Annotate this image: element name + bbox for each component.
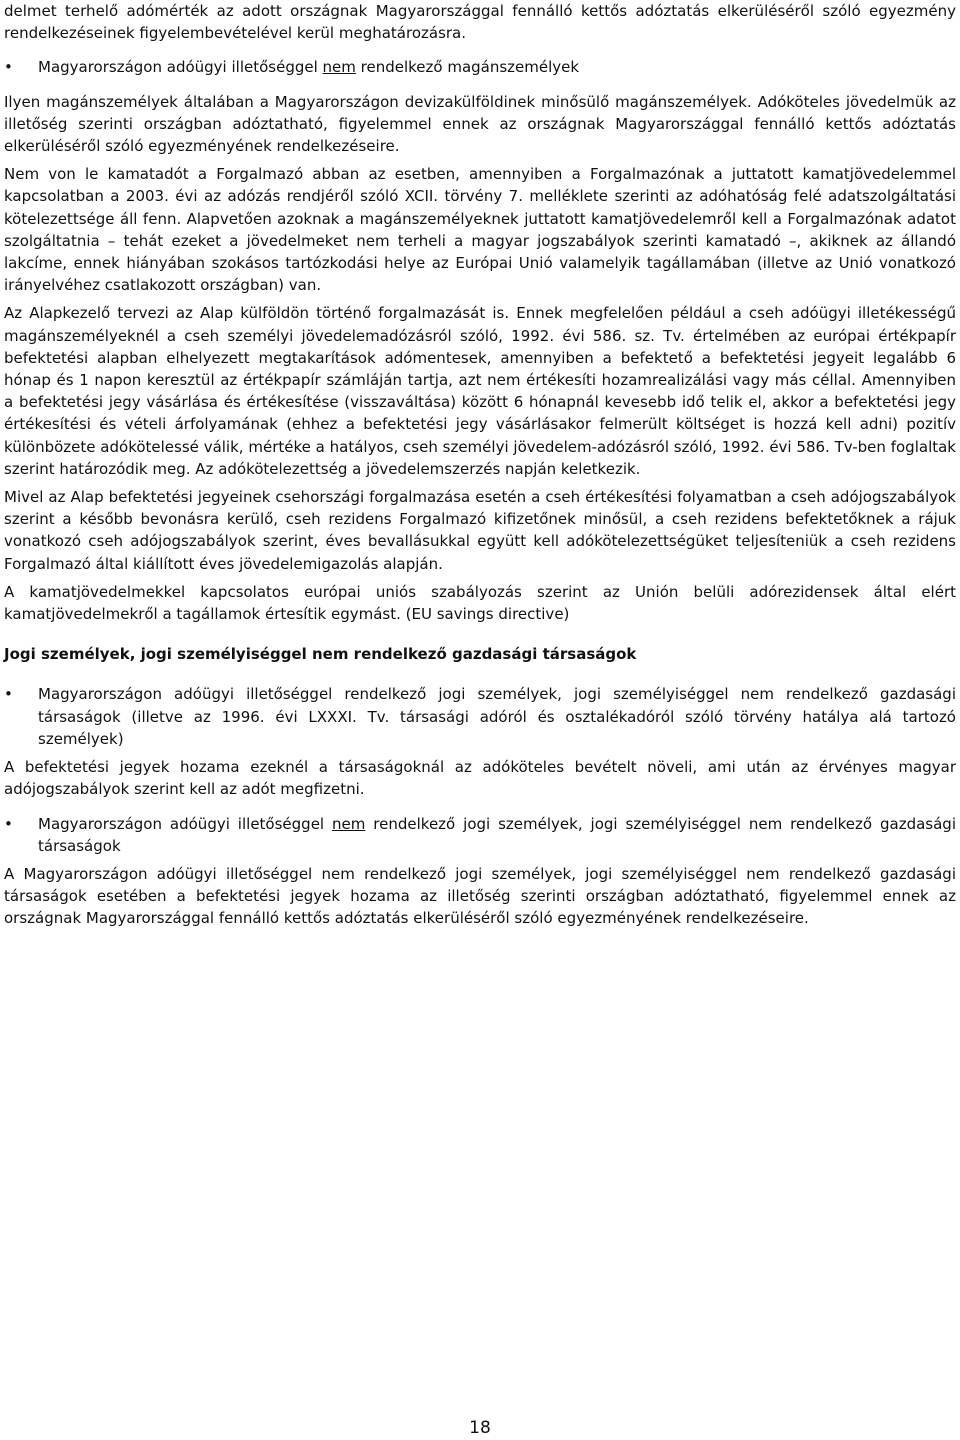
bullet-icon: • [4, 58, 13, 77]
bullet-nonresident-individuals [4, 56, 956, 78]
underlined-word: nem [322, 58, 356, 77]
paragraph-czech-distribution: Mivel az Alap befektetési jegyeinek csehországi forgalmazása esetén a cseh értékesítési folyamatban a cseh adójogszabályok szerint a később bevonásra kerülő, cseh rezidens Forgalmazó kifizetőnek minősül, a cseh rezidens befektetőknek a rájuk vonatkozó cseh adójogszabályok szerint, éves bevallásukkal együtt kell adókötelezettségüket teljesíteniük a cseh rezidens Forgalmazó által kiállított éves jövedelemigazolás alapján. [4, 488, 956, 573]
bullet-text-pre: Magyarországon adóügyi illetőséggel [38, 814, 333, 833]
paragraph-foreign-distribution: Az Alapkezelő tervezi az Alap külföldön történő forgalmazását is. Ennek megfelelően például a cseh adóügyi illetékességű magánszemélyeknél a cseh személyi jövedelemadózásról szóló, 1992. évi 586. sz. Tv. értelmében az európai értékpapír befektetési alapban elhelyezett megtakarítások adómentesek, amennyiben a befektető a befektetési jegyeit legalább 6 hónap és 1 napon keresztül az értékpapír számláján tartja, azt nem értékesíti hozamrealizálási vagy más céllal. Amennyiben a befektetési jegy vásárlása és értékesítése (visszaváltása) között 6 hónapnál kevesebb idő telik el, akkor a befektetési jegy értékesítési és vételi árfolyamának (ehhez a befektetési jegy vásárlásakor felmerült költséget is hozzá kell adni) pozitív különbözete adókötelessé válik, mértéke a hatályos, cseh személyi jövedelem-adózásról szóló, 1992. évi 586. Tv-ben foglaltak szerint határozódik meg. Az adókötelezettség a jövedelemszerzés napján keletkezik. [4, 304, 956, 478]
paragraph-intro-continuation: delmet terhelő adómérték az adott országnak Magyarországgal fennálló kettős adóztatás elkerüléséről szóló egyezmény rendelkezéseinek figyelembevételével kerül meghatározásra. [4, 2, 956, 43]
bullet-text-pre: Magyarországon adóügyi illetőséggel [38, 58, 323, 77]
bullet-resident-legal-entities [4, 683, 956, 750]
bullet-text: Magyarországon adóügyi illetőséggel rendelkező jogi személyek, jogi személyiséggel nem rendelkező gazdasági társaságok (illetve az 1996. évi LXXXI. Tv. társasági adóról és osztalékadóról szóló törvény hatálya alá tartozó személyek) [38, 685, 956, 748]
paragraph-resident-legal-entities: A befektetési jegyek hozama ezeknél a társaságoknál az adóköteles bevételt növeli, ami után az érvényes magyar adójogszabályok szerint kell az adót megfizetni. [4, 758, 956, 799]
section-heading-legal-entities: Jogi személyek, jogi személyiséggel nem rendelkező gazdasági társaságok [4, 645, 637, 664]
bullet-text-post: rendelkező magánszemélyek [355, 58, 580, 77]
paragraph-nonresident-individuals: Ilyen magánszemélyek általában a Magyarországon devizakülföldinek minősülő magánszemélyek. Adóköteles jövedelmük az illetőség szerinti országban adóztatható, figyelemmel ennek az országnak Magyarországgal fennálló kettős adóztatás elkerüléséről szóló egyezményének rendelkezéseire. [4, 92, 956, 156]
paragraph-interest-tax: Nem von le kamatadót a Forgalmazó abban az esetben, amennyiben a Forgalmazónak a juttatott kamatjövedelemmel kapcsolatban a 2003. évi az adózás rendjéről szóló XCII. törvény 7. melléklete szerinti az adóhatóság felé adatszolgáltatási kötelezettsége áll fenn. Alapvetően azoknak a magánszemélyeknek juttatott kamatjövedelemről kell a Forgalmazónak adatot szolgáltatnia – tehát ezeket a jövedelmeket nem terheli a magyar jogszabályok szerinti kamatadó –, akiknek az állandó lakcíme, ennek hiányában szokásos tartózkodási helye az Európai Unió valamelyik tagállamában (illetve az Unió vonatkozó irányelvéhez csatlakozott országban) van. [4, 165, 956, 295]
bullet-icon: • [4, 814, 13, 833]
page-number: 18 [469, 1418, 491, 1438]
bullet-nonresident-legal-entities [4, 813, 956, 857]
paragraph-nonresident-legal-entities: A Magyarországon adóügyi illetőséggel nem rendelkező jogi személyek, jogi személyiséggel nem rendelkező gazdasági társaságok esetében a befektetési jegyek hozama az illetőség szerinti országban adóztatható, figyelemmel ennek az országnak Magyarországgal fennálló kettős adóztatás elkerüléséről szóló egyezményének rendelkezéseire. [4, 864, 956, 928]
bullet-icon: • [4, 685, 13, 704]
document-body [4, 0, 956, 930]
paragraph-eu-savings: A kamatjövedelmekkel kapcsolatos európai uniós szabályozás szerint az Unión belüli adórezidensek által elért kamatjövedelmekről a tagállamok értesítik egymást. (EU savings directive) [4, 582, 956, 624]
bullet-text-post: rendelkező jogi személyek, jogi személyiséggel nem rendelkező gazdasági társaságok [38, 814, 956, 855]
underlined-word: nem [332, 814, 366, 833]
